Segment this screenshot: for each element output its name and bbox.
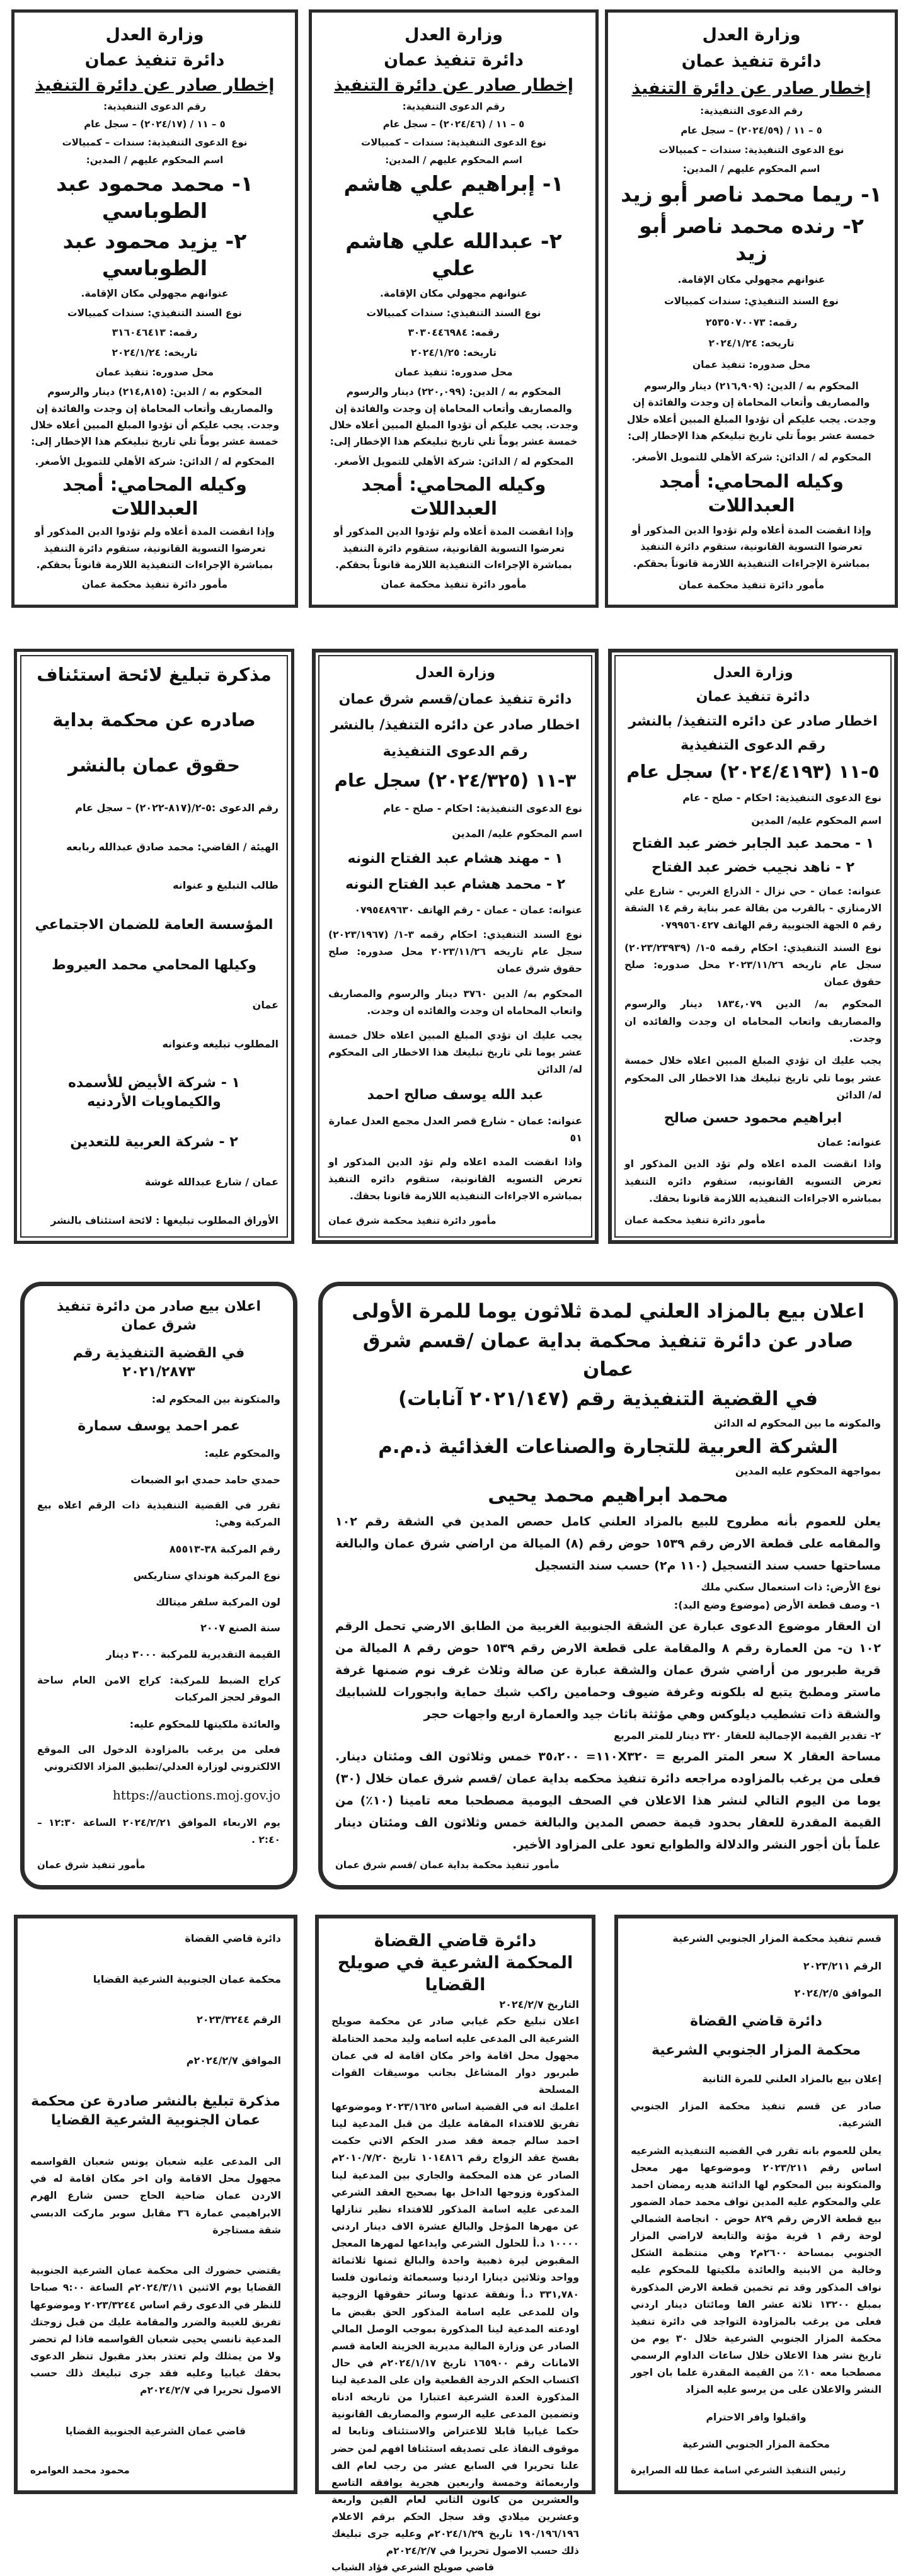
- notice-line: إخطار صادر عن دائرة التنفيذ: [333, 76, 574, 96]
- notice-line: رئيس التنفيذ الشرعي اسامة عطا لله الصرايرة: [631, 2465, 846, 2476]
- notice-line: كراج الضبط للمركبة: كراج الامن العام ساحة الموقر لحجز المركبات: [37, 1674, 280, 1703]
- notice-line: دائرة قاضي القضاة: [185, 1932, 281, 1944]
- notice-line: عنوانه: عمان - حي نزال - الذراع الغربي - شارع علي الارمنازي - بالقرب من بقالة عمر بناية رقم ١٤ الشقة رقم ٥ الجهة الجنوبية رقم الهاتف ٠٧٩٩٥٦٠٤٢٧: [624, 885, 882, 931]
- notice-line: الشركة العربية للتجارة والصناعات الغذائية ذ.م.م: [378, 1435, 838, 1459]
- notice-line: والمتكونة بين المحكوم له:: [151, 1393, 280, 1405]
- notice-line: اعلان بيع صادر من دائرة تنفيذ شرق عمان: [56, 1299, 261, 1333]
- notice-line: تاريخه: ٢٠٢٤/١/٢٥: [410, 346, 497, 358]
- notice-line: ١- وصف قطعة الأرض (موضوع وضع اليد):: [674, 1599, 881, 1612]
- notice-line: التاريخ ٢٠٢٤/٢/٧: [499, 1998, 579, 2011]
- notice-line: رقم المركبة ٣٨-٨٥٥١٣: [169, 1543, 280, 1556]
- notice-line: وزارة العدل: [404, 25, 503, 45]
- notice-line: بمواجهة المحكوم عليه المدين: [735, 1465, 881, 1478]
- notice-line: المحكوم به / الدين: (٢١٤,٨١٥) دينار والرسوم والمصاريف وأتعاب المحاماة إن وجدت والفائدة إن وجدت. يجب عليكم أن تؤدوا المبلغ المبين أعلاه خلال خمسة عشر يوماً تلي تاريخ تبليغكم هذا الإخطار إلى:: [30, 386, 280, 448]
- notice-line: محكمة المزار الجنوبي الشرعية: [682, 2438, 830, 2450]
- notice-line: عنوانهم مجهولي مكان الإقامة.: [81, 287, 229, 299]
- notice-line: ٢- رنده محمد ناصر أبو زيد: [639, 214, 864, 266]
- notice-line: نوع السند التنفيذي: سندات كمبيالات: [664, 295, 839, 307]
- notice-line: سنة الصنع ٢٠٠٧: [200, 1622, 280, 1634]
- notice-line: تقرر في القضية التنفيذية ذات الرقم اعلاه بيع المركبة وهي:: [37, 1500, 280, 1529]
- notice-line: دائرة تنفيذ عمان: [696, 689, 810, 705]
- notice-line: حقوق عمان بالنشر: [67, 755, 241, 777]
- notice-line: فعلى من يرغب بالمزاودة الدخول الى الموقع الالكتروني لوزارة العدلي/تطبيق المزاد الالكتروني: [37, 1744, 280, 1773]
- notice-line: وإذا انقضت المدة أعلاه ولم تؤدوا الدين المذكور أو تعرضوا التسوية القانونية، ستقوم دائرة التنفيذ بمباشرة الإجراءات التنفيذية اللازمة قانوناً بحقكم.: [333, 526, 574, 571]
- notice-line: وكيله المحامي: أمجد العبداللات: [361, 474, 546, 519]
- sweileh-sharia-absentia-judgment: [315, 1915, 595, 2573]
- notice-line: مساحة العقار X سعر المتر المربع = ١١٠X٣٢٠= ٣٥،٢٠٠ خمس وثلاثون الف ومئتان دينار. فعلى من يرغب بالمزاوده مراجعه دائرة تنفيذ محكمه بداية عمان /قسم شرق عمان خلال (٣٠) يوما من اليوم التالي لنشر هذا الاعلان في الصحف اليومية مصطحبا معه تامينا (١٠٪) من القيمة المقدرة للعقار بحدود قيمة حصص المدين والبالغة خمس وثلاثون الف ومئتان دينار علماً بأن أجور النشر والدلالة والطوابع تعود على المزاود الأخير.: [335, 1749, 881, 1852]
- notice-line: محمد ابراهيم محمد يحيى: [488, 1483, 728, 1507]
- notice-line: محل صدوره: تنفيذ عمان: [394, 367, 513, 379]
- notice-line: وزارة العدل: [702, 25, 801, 45]
- notice-line: القيمة التقديرية للمركبة ٣٠٠٠ دينار: [106, 1648, 280, 1661]
- notice-line: المحكوم به/ الدين ١٨٣٤,٠٧٩ دينار والرسوم والمصاريف واتعاب المحاماه ان وجدت والفائده ان وجدت.: [624, 998, 882, 1044]
- notice-line: رقم الدعوى :٥-٢/(٨١٧-٢٠٢٢) – سجل عام: [75, 802, 279, 814]
- notice-line: ٢- تقدير القيمة الإجمالية للعقار ٣٢٠ دينار للمتر المربع: [613, 1730, 881, 1742]
- notice-line: اعلان تبليغ حكم غيابي صادر عن محكمة صويلح الشرعية الى المدعى عليه اسامه وليد محمد الحتاملة مجهول محل اقامة واخر مكان اقامة له في عمان طبربور دوار المشاغل بجانب موسيقات القوات المسلحة: [331, 2015, 579, 2095]
- notice-line: رقم الدعوى التنفيذية:: [103, 101, 206, 113]
- notice-line: دائرة قاضي القضاة: [690, 2013, 822, 2029]
- notice-line: نوع السند التنفيذي: احكام رقمه ٥-١/ (٢٠٢٣/٢٣٩٣٩) سجل عام تاريخه ٢٠٢٣/١١/٢٦ محل صدوره: صلح حقوق عمان: [624, 942, 882, 988]
- notice-line: دائرة تنفيذ عمان: [384, 50, 524, 71]
- notice-line: عبد الله يوسف صالح احمد: [367, 1087, 544, 1103]
- notice-line: اخطار صادر عن دائره التنفيذ/ بالنشر: [628, 713, 878, 729]
- notice-line: ٢ - شركة العربية للتعدين: [70, 1134, 238, 1151]
- notice-line: الأوراق المطلوب تبليغها : لائحة استئناف بالنشر: [50, 1214, 279, 1226]
- notice-line: محكمة عمان الجنوبية الشرعية القضايا: [93, 1973, 281, 1985]
- notice-line: اسم المحكوم عليهم / المدين:: [682, 163, 820, 175]
- notice-line: الى المدعى عليه شعبان يونس شعبان القواسمه مجهول محل الاقامة وان اخر مكان اقامة له في الاردن عمان ضاحية الحاج حسن شارع الهرم الابراهيمي عمارة ٣٦ مقابل سوبر ماركت الدبسي شقة مستاجرة: [30, 2156, 281, 2236]
- notice-line: ٥ – ١١ / (٢٠٢٤/٤٦) – سجل عام: [382, 118, 525, 130]
- notice-line: الموافق ٢٠٢٤/٢/٧م: [186, 2054, 281, 2066]
- notice-line: قاضي عمان الشرعية الجنوبية القضايا: [65, 2425, 246, 2437]
- notice-line: نوع الدعوى التنفيذية: سندات – كمبيالات: [361, 136, 546, 148]
- notice-line: يوم الاربعاء الموافق ٢٠٢٤/٢/٢١ الساعة ١٢:٣٠ – ٢:٤٠ .: [37, 1816, 280, 1845]
- notice-line: نوع السند التنفيذي: احكام رقمه ٣-١/ (٢٠٢٣/١٩٦٧) سجل عام تاريخه ٢٠٢٣/١١/٢٦ محل صدوره: صلح حقوق شرق عمان: [328, 929, 582, 975]
- notice-line: ٢- يزيد محمود عبد الطوباسي: [62, 228, 247, 280]
- notice-line: نوع الدعوى التنفيذية: سندات – كمبيالات: [658, 144, 844, 156]
- notice-line: دائرة تنفيذ عمان: [84, 50, 225, 71]
- notice-line: وزارة العدل: [415, 665, 496, 681]
- notice-line: واذا انقضت المده اعلاه ولم تؤد الدين المذكور او تعرض التسويه القانونيه، ستقوم دائره التنفيذ بمباشره الاجراءات التنفيذيه اللازمة قانونا بحقك.: [624, 1158, 882, 1204]
- notice-line: ١ - شركة الأبيض للأسمده والكيماويات الأردنيه: [68, 1075, 240, 1110]
- notice-line: عمان: [252, 999, 279, 1012]
- notice-line: والعائدة ملكيتها للمحكوم عليه:: [129, 1718, 280, 1730]
- notice-line: مذكرة تبليغ بالنشر صادرة عن محكمة عمان الجنوبية الشرعية القضايا: [31, 2094, 280, 2129]
- mazar-sharia-auction-notice: [614, 1915, 898, 2494]
- notice-line: ١- محمد محمود عبد الطوباسي: [56, 171, 253, 224]
- notice-line: صادر عن دائرة تنفيذ محكمة بداية عمان /قسم شرق عمان: [362, 1330, 854, 1381]
- notice-line: نوع الدعوى التنفيذية: سندات – كمبيالات: [62, 136, 248, 148]
- notice-line: المحكوم به/ الدين ٣٧٦٠ دينار والرسوم والمصاريف واتعاب المحاماه ان وجدت والفائده ان وجدت.: [328, 988, 582, 1017]
- notice-line: مأمور تنفيذ شرق عمان: [37, 1859, 146, 1871]
- notice-line: المطلوب تبليغه وعنوانه: [162, 1037, 279, 1050]
- notice-line: حمدي حامد حمدي ابو الضبعات: [130, 1473, 280, 1486]
- notice-line: رقمه: ٢٥٣٥٠٧٠٠٧٣: [705, 316, 798, 328]
- notice-line: ٥-١١ (٢٠٢٤/٤١٩٣) سجل عام: [626, 761, 880, 783]
- notice-line: رقم الدعوى التنفيذية: [680, 737, 826, 753]
- notice-line: المحكوم له / الدائن: شركة الأهلي للتمويل الأصغر.: [333, 455, 574, 467]
- notice-line: ٣-١١ (٢٠٢٤/٣٢٥) سجل عام: [334, 769, 577, 791]
- notice-line: رقمه: ٣١٦٠٤٦٤١٣: [112, 327, 198, 339]
- notice-line: محل صدوره: تنفيذ عمان: [692, 359, 811, 371]
- notice-line: عنوانه: عمان - عمان - رقم الهاتف ٠٧٩٥٤٨٩٦٣٠: [354, 904, 582, 916]
- notice-line: قاضي صويلح الشرعي فؤاد الشياب: [331, 2562, 495, 2573]
- notice-line: وإذا انقضت المدة أعلاه ولم تؤدوا الدين المذكور أو تعرضوا التسوية القانونية، ستقوم دائرة التنفيذ بمباشرة الإجراءات التنفيذية اللازمة قانوناً بحقكم.: [35, 526, 275, 571]
- notice-line: صادره عن محكمة بداية: [52, 709, 256, 731]
- notice-line: اسم المحكوم عليهم / المدين:: [86, 154, 224, 166]
- notice-line: مأمور دائرة تنفيذ محكمة عمان: [81, 579, 228, 591]
- notice-line: مأمور دائرة تنفيذ محكمة عمان: [678, 579, 825, 591]
- notice-line: واقبلوا وافر الاحترام: [706, 2411, 807, 2423]
- notice-line: ابراهيم محمود حسن صالح: [664, 1110, 842, 1127]
- notice-line: عنوانهم مجهولي مكان الإقامة.: [380, 287, 527, 299]
- notice-line: الموافق ٢٠٢٤/٢/٥: [794, 1987, 882, 2000]
- notice-line: رقم الدعوى التنفيذية:: [402, 101, 505, 113]
- notice-line: ١- ريما محمد ناصر أبو زيد: [621, 181, 882, 207]
- notice-line: يجب عليك ان تؤدي المبلغ المبين اعلاه خلال خمسة عشر يوما تلي تاريخ تبليغك هذا الاخطار الى المحكوم له/ الدائن: [624, 1055, 882, 1101]
- notice-line: ١- إبراهيم علي هاشم علي: [343, 171, 564, 224]
- notice-line: دائرة تنفيذ عمان: [681, 52, 822, 72]
- notice-line: محكمة المزار الجنوبي الشرعية: [652, 2043, 861, 2059]
- notice-line: إخطار صادر عن دائرة التنفيذ: [631, 78, 871, 98]
- notice-line: ٢ - محمد هشام عبد الفتاح النونه: [345, 877, 566, 893]
- appeal-notification-memo: [14, 649, 294, 1244]
- notice-line: تاريخه: ٢٠٢٤/١/٢٤: [112, 346, 198, 358]
- notice-line: مأمور دائرة تنفيذ محكمة عمان: [624, 1214, 766, 1226]
- notice-line: يجب عليك ان تؤدي المبلغ المبين اعلاه خلال خمسة عشر يوما تلي تاريخ تبليغك هذا الاخطار الى المحكوم له/ الدائن: [328, 1029, 582, 1075]
- notice-line: المؤسسة العامة للضمان الاجتماعي: [35, 916, 273, 933]
- notice-line: مذكرة تبليغ لائحة استئناف: [37, 664, 272, 685]
- notice-line[interactable]: https://auctions.moj.gov.jo: [112, 1787, 280, 1803]
- notice-line: والمكونه ما بين المحكوم له الدائن: [713, 1416, 881, 1429]
- notice-line: الرقم ٢٠٢٣/٢١١: [803, 1959, 882, 1972]
- execution-notice-nounah: [312, 649, 599, 1244]
- notice-line: ان العقار موضوع الدعوى عبارة عن الشقة الجنوبية الغربية من الطابق الارضي تحمل الرقم ١٠٢ ن- من العمارة رقم ٨ والمقامة على قطعة الارض رقم ١٥٣٩ حوض رقم ٨ الميالة من قرية طبربور من أراضي شرق عمان والشقة عبارة عن صالة وثلاث غرف نوم ضمنها غرفة ماستر ومطبخ يتبع له بلكونه وغرفة ضيوف وحمامين راكب شبك حماية وابجورات للشبابيك والشقة ذات تشطيب ديلوكس وهي مؤثثة باثاث جيد والعمارة اربع واجهات حجر: [335, 1619, 881, 1722]
- notice-line: في القضية التنفيذية رقم (٢٠٢١/١٤٧ آنابات): [398, 1387, 818, 1410]
- notice-line: وزارة العدل: [105, 25, 204, 45]
- notice-line: صادر عن قسم تنفيذ محكمة المزار الجنوبي الشرعية.: [631, 2100, 882, 2129]
- notice-line: مأمور دائرة تنفيذ محكمة شرق عمان: [328, 1214, 497, 1226]
- notice-line: محل صدوره: تنفيذ عمان: [95, 367, 214, 379]
- notice-line: يقتضي حضورك الى محكمة عمان الشرعية الجنوبية القضايا يوم الاثنين ٢٠٢٤/٣/١١م الساعة ٩:٠٠ صباحا للنظر في الدعوى رقم اساس ٢٠٢٣/٣٢٤٤ وموضوعها تفريق للغيبة والضرر والمقامة عليك من قبل زوجتك المدعية نانسي يحيى شعبان القواسمه فاذا لم تحضر ولا من يمثلك ولم تعتذر بعذر مقبول تنظر الدعوى بحقك غيابيا وعليه فقد جرى تبليغك ذلك حسب الاصول تحريرا في ٢٠٢٤/٢/٧م: [30, 2265, 281, 2396]
- notice-line: ١ - محمد عبد الجابر خضر عبد الفتاح: [631, 835, 875, 852]
- notice-line: ٥ – ١١ / (٢٠٢٤/١٧) – سجل عام: [84, 118, 226, 130]
- notice-line: وإذا انقضت المدة أعلاه ولم تؤدوا الدين المذكور أو تعرضوا التسوية القانونية، ستقوم دائرة التنفيذ بمباشرة الإجراءات التنفيذية اللازمة قانوناً بحقكم.: [631, 525, 871, 569]
- notice-line: وكيلها المحامي محمد العيروط: [51, 957, 257, 974]
- notice-line: واذا انقضت المده اعلاه ولم تؤد الدين المذكور او تعرض التسويه القانونية، ستقوم دائره التنفيذ بمباشره الاجراءات التنفيذيه اللازمة قانونا بحقك.: [328, 1156, 582, 1202]
- notice-line: عنوانه: عمان: [817, 1136, 882, 1148]
- public-auction-apartment-notice: [318, 1282, 898, 1889]
- notice-line: اسم المحكوم عليهم / المدين:: [385, 154, 522, 166]
- notice-line: نوع الدعوى التنفيذية: احكام - صلح - عام: [682, 792, 882, 804]
- notice-line: اخطار صادر عن دائره التنفيذ/ بالنشر: [330, 717, 580, 734]
- notice-line: رقم الدعوى التنفيذية:: [700, 105, 803, 117]
- notice-line: نوع السند التنفيذي: سندات كمبيالات: [67, 307, 242, 319]
- notice-line: نوع المركبة هونداي ستاريكس: [133, 1569, 280, 1582]
- notice-line: والمحكوم عليه:: [204, 1447, 280, 1459]
- notice-line: عمر احمد يوسف سمارة: [78, 1418, 240, 1434]
- notice-line: اعلمك انه في القضية اساس ٢٠٢٣/١٦٢٥ وموضوعها تفريق للافتداء المقامة عليك من قبل المدعية لينا احمد سالم جمعة فقد صدر الحكم الاتي حكمت بفسخ عقد الزواج رقم ١٠١٤٨١٦ تاريخ ٢٠١٠/٧/٢٠م الصادر عن هذه المحكمة والجاري بين المدعية لينا المذكورة وزوجها الداخل بها بصحيح العقد الشرعي المدعى عليه اسامة المذكور للافتداء نظير تنازلها عن مهرها المؤجل والبالغ عشرة الاف دينار اردني ١٠٠٠٠ د.أ للحلول الشرعي وايداعها لمهرها المعجل المقبوض ليرة ذهبية واحدة والبالغ ثمنها ثلاثمائة وواحد وثلاثين دينارا اردنيا وسبعمائة وثمانون فلسا ٣٣١,٧٨٠ د.أ ونفقة عدتها وسائر حقوقها الزوجية وان للمدعى عليه اسامة المذكور الحق بقبض ما اودعته المدعية لينا المذكورة بموجب الوصل المالي الصادر عن وزارة المالية مديرية الخزينة العامة قسم الامانات رقم ١٦٥٩٠٠ تاريخ ٢٠٢٤/١/١٧م في حال اكتساب الحكم الدرجة القطعية وان على المدعية لينا المذكورة العدة الشرعية اعتبارا من تاريخه ادناه وتضمين المدعى عليه الرسوم والمصاريف القانونية حكما غيابيا قابلا للاعتراض والاستئناف وتابعا له موقوف النفاذ على تصديقه استئنافا افهم لمن حضر علنا تحريرا في السابع عشر من رجب لعام الف واربعمائة وخمسة واربعين هجرية يوافقه التاسع والعشرين من كانون الثاني لعام الفين واربعة وعشرين ميلادي وقد سجل الحكم برقم الاعلام ١٩٠/١٩٦/١٩٦ تاريخ ٢٠٢٤/١/٢٩م وعليه جرى تبليغك ذلك حسب الاصول تحريرا في ٢٠٢٤/٢/٧م: [331, 2101, 579, 2557]
- vehicle-sale-notice: [20, 1282, 297, 1889]
- notice-line: وكيله المحامي: أمجد العبداللات: [659, 470, 844, 516]
- notice-line: في القضية التنفيذية رقم ٢٠٢١/٢٨٧٣: [72, 1345, 245, 1380]
- notice-line: إعلان بيع بالمزاد العلني للمرة الثانية: [702, 2073, 882, 2085]
- notice-line: عنوانهم مجهولي مكان الإقامة.: [677, 274, 825, 286]
- notice-line: اسم المحكوم عليه/ المدين: [751, 814, 882, 827]
- notice-line: إخطار صادر عن دائرة التنفيذ: [35, 76, 275, 96]
- notice-line: المحكمة الشرعية في صويلح القضايا: [337, 1953, 573, 1995]
- notice-line: يعلن للعموم بانه تقرر في القضيه التنفيذيه الشرعيه اساس رقم ٢٠٢٣/٢١١ وموضوعها مهر معجل والمتكونة بين المحكوم لها الدائنة هديه رمضان احمد علي والمحكوم عليه المدين نواف محمد حماد الضمور بيع قطعة الارض رقم ٨٢٩ حوض ٠ انجاصة الشمالي لوحة رقم ١ قرية مؤتة والتابعة لاراضي المزار الجنوبي بمساحة ٢٦٠٠م٢ وهي منتظمة الشكل وخالية من الابنية والعائدة ملكيتها للمحكوم عليه نواف المذكور وقد تم تخمين قطعة الارض المذكورة بمبلغ ١٣٢٠٠ ثلاثة عشر الفا ومائتان دينار اردني فعلى من يرغب بالمزاودة التواجد في دائرة تنفيذ محكمة المزار الجنوبي الشرعية خلال ٣٠ يوم من تاريخ نشر هذا الاعلان خلال ساعات الداوم الرسمي مصطحبا معه ١٠٪ من القيمة المقدرة علما بان اجور النشر والاعلان على من يرسو عليه المزاد: [631, 2145, 882, 2396]
- notice-line: ٥ – ١١ / (٢٠٢٤/٥٩) – سجل عام: [681, 125, 822, 137]
- notice-line: الهيئة / القاضي: محمد صادق عبدالله ربابعه: [66, 840, 279, 853]
- notice-line: المحكوم له / الدائن: شركة الأهلي للتمويل الأصغر.: [631, 451, 871, 463]
- notice-line: وزارة العدل: [713, 665, 793, 681]
- notice-line: دائرة تنفيذ عمان/قسم شرق عمان: [338, 691, 572, 707]
- notice-line: نوع الدعوى التنفيذية: احكام - صلح - عام: [383, 802, 582, 815]
- notice-line: عنوانه: عمان - شارع قصر العدل مجمع العدل عمارة ٥١: [328, 1114, 582, 1144]
- amman-south-sharia-notification: [14, 1915, 297, 2494]
- notice-line: يعلن للعموم بأنه مطروح للبيع بالمزاد العلني كامل حصص المدين في الشقة رقم ١٠٢ والمقامه على قطعة الارض رقم ١٥٣٩ حوض رقم (٨) الميالة من اراضي شرق عمان والبالغة مساحتها حسب سند التسجيل (١١٠ م٢) حسب سند التسجيل: [335, 1514, 881, 1573]
- notice-line: ١ - مهند هشام عبد الفتاح النونه: [347, 850, 563, 867]
- notice-line: طالب التبليغ و عنوانه: [173, 879, 279, 892]
- execution-notice-abdulfattah: [608, 649, 898, 1244]
- execution-notice-abu-zaid: [605, 9, 898, 608]
- execution-notice-tubasi: [11, 9, 298, 608]
- notice-line: نوع الأرض: ذات استعمال سكني ملك: [701, 1581, 881, 1593]
- notice-line: المحكوم له / الدائن: شركة الأهلي للتمويل الأصغر.: [35, 455, 275, 467]
- notice-line: محمود محمد العوامره: [30, 2465, 130, 2476]
- notice-line: مأمور دائرة تنفيذ محكمة عمان: [381, 579, 527, 591]
- notice-line: عمان / شارع عبدالله غوشة: [144, 1176, 279, 1188]
- notice-line: الرقم ٢٠٢٣/٣٢٤٤: [196, 2014, 281, 2026]
- notice-line: اعلان بيع بالمزاد العلني لمدة ثلاثون يوما للمرة الأولى: [352, 1300, 865, 1323]
- notice-line: تاريخه: ٢٠٢٤/١/٢٤: [708, 338, 795, 350]
- notice-line: ٢ - ناهد نجيب خضر عبد الفتاح: [651, 860, 855, 876]
- notice-line: المحكوم به / الدين: (٢١٦,٩٠٩) دينار والرسوم والمصاريف وأتعاب المحاماة إن وجدت والفائدة إن وجدت. يجب عليكم أن تؤدوا المبلغ المبين أعلاه خلال خمسة عشر يوماً تلي تاريخ تبليغكم هذا الإخطار إلى:: [626, 380, 876, 442]
- notice-line: رقمه: ٣٠٣٠٤٤٦٩٨٤: [408, 327, 500, 339]
- notice-line: اسم المحكوم عليه/ المدين: [452, 827, 582, 840]
- notice-line: مأمور تنفيذ محكمة بداية عمان /قسم شرق عمان: [335, 1859, 560, 1871]
- notice-line: نوع السند التنفيذي: سندات كمبيالات: [366, 307, 541, 319]
- notice-line: دائرة قاضي القضاة: [374, 1931, 537, 1951]
- notice-line: ٢- عبدالله علي هاشم علي: [345, 228, 562, 280]
- notice-line: رقم الدعوى التنفيذية: [382, 744, 528, 760]
- notice-line: المحكوم به / الدين: (٢٢٠,٠٩٩) دينار والرسوم والمصاريف وأتعاب المحاماة إن وجدت والفائدة إن وجدت. يجب عليكم أن تؤدوا المبلغ المبين أعلاه خلال خمسة عشر يوماً تلي تاريخ تبليغكم هذا الإخطار إلى:: [329, 386, 578, 448]
- execution-notice-hashem-ali: [309, 9, 599, 608]
- notice-line: قسم تنفيذ محكمة المزار الجنوبي الشرعية: [672, 1932, 882, 1944]
- notice-line: وكيله المحامي: أمجد العبداللات: [62, 474, 247, 519]
- notice-line: لون المركبة سلفر ميتالك: [156, 1595, 280, 1608]
